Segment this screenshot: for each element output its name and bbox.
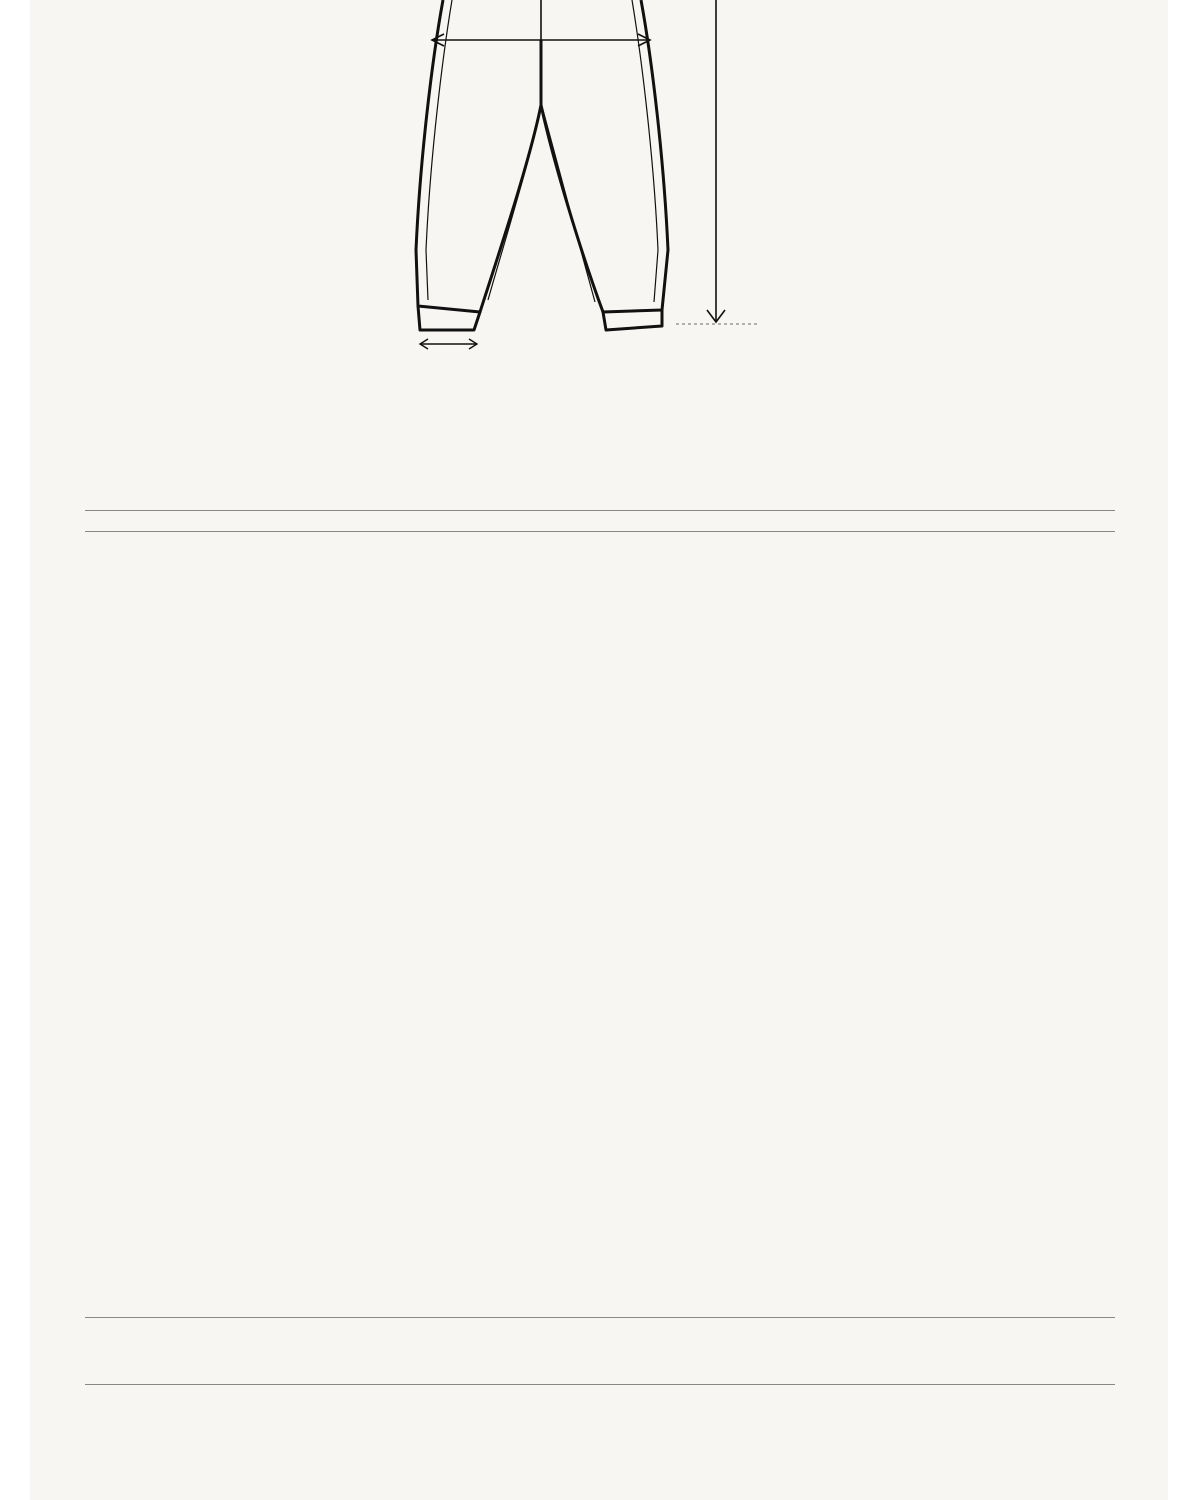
size-recommendation	[85, 1245, 1115, 1385]
pants-diagram	[0, 0, 1200, 430]
size-table	[85, 430, 1115, 532]
pants-outline-right	[541, 0, 668, 312]
table-body	[85, 511, 1115, 532]
recommendation-sizes	[85, 1318, 1115, 1385]
table-header-row	[85, 430, 1115, 511]
recommendation-ranges	[85, 1245, 1115, 1318]
pants-outline-left	[416, 0, 541, 312]
